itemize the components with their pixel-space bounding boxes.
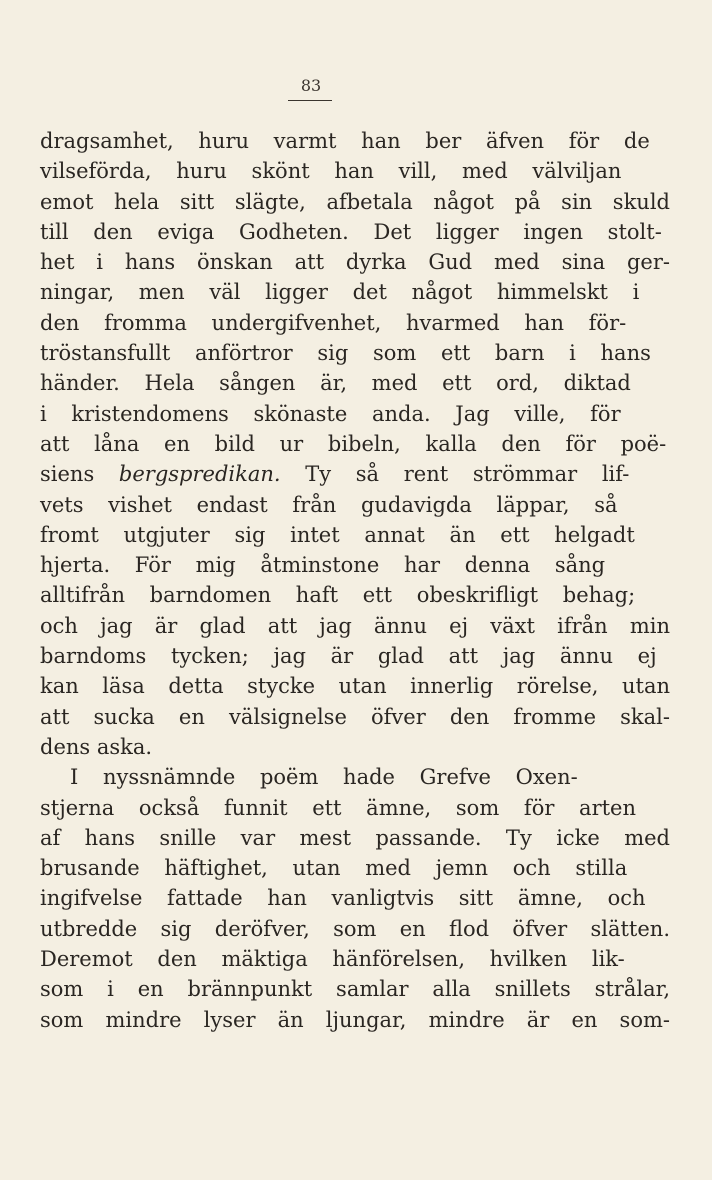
text-line — [40, 217, 670, 247]
text-line — [40, 490, 670, 520]
text-line — [40, 156, 670, 186]
header-rule — [288, 100, 332, 101]
text-line — [40, 702, 670, 732]
text-span: vilseförda, huru skönt han vill, med välviljan — [40, 159, 622, 184]
text-span: stjerna också funnit ett ämne, som för arten — [40, 795, 636, 820]
text-line — [40, 883, 670, 913]
text-span: tröstansfullt anförtror sig som ett barn i hans — [40, 341, 651, 366]
text-span: Ty så rent strömmar lif- — [280, 462, 630, 487]
text-span: i kristendomens skönaste anda. Jag ville, för — [40, 401, 621, 426]
text-span: hjerta. För mig åtminstone har denna sång — [40, 553, 606, 578]
text-span: af hans snille var mest passande. Ty icke med — [40, 825, 670, 850]
text-line — [40, 247, 670, 277]
text-line — [40, 550, 670, 580]
text-line — [40, 793, 670, 823]
text-span: händer. Hela sången är, med ett ord, diktad — [40, 371, 631, 396]
text-line — [40, 126, 670, 156]
text-line — [40, 853, 670, 883]
text-span: som mindre lyser än ljungar, mindre är en som- — [40, 1007, 670, 1032]
text-line — [40, 338, 670, 368]
page-number: 83 — [300, 76, 322, 95]
text-line — [40, 368, 670, 398]
text-span: att sucka en välsignelse öfver den fromme skal- — [40, 704, 670, 729]
text-span: fromt utgjuter sig intet annat än ett helgadt — [40, 522, 635, 547]
text-span: vets vishet endast från gudavigda läppar, så — [40, 492, 618, 517]
text-span: dragsamhet, huru varmt han ber äfven för de — [40, 129, 650, 153]
text-span: den fromma undergifvenhet, hvarmed han för- — [40, 310, 627, 335]
text-span: utbredde sig deröfver, som en flod öfver slätten. — [40, 916, 670, 941]
text-line — [40, 914, 670, 944]
text-span: siens — [40, 462, 119, 487]
text-line — [40, 762, 670, 792]
text-span: I nyssnämnde poëm hade Grefve Oxen- — [70, 765, 578, 790]
text-line — [40, 823, 670, 853]
text-span: kan läsa detta stycke utan innerlig rörelse, utan — [40, 674, 670, 699]
text-line — [40, 671, 670, 701]
text-span: ingifvelse fattade han vanligtvis sitt ämne, och — [40, 886, 646, 911]
text-span: ningar, men väl ligger det något himmelskt i — [40, 280, 640, 305]
text-span: och jag är glad att jag ännu ej växt ifrån min — [40, 613, 670, 638]
text-line — [40, 187, 670, 217]
text-span: som i en brännpunkt samlar alla snillets strålar, — [40, 977, 670, 1002]
text-span: alltifrån barndomen haft ett obeskrifligt behag; — [40, 583, 636, 608]
text-line — [40, 732, 670, 762]
italic-text: bergspredikan. — [118, 462, 281, 487]
text-line — [40, 944, 670, 974]
text-span: Deremot den mäktiga hänförelsen, hvilken lik- — [40, 947, 625, 972]
text-line — [40, 580, 670, 610]
text-line — [40, 399, 670, 429]
text-span: brusande häftighet, utan med jemn och stilla — [40, 856, 628, 881]
text-span: att låna en bild ur bibeln, kalla den för poë- — [40, 431, 667, 456]
text-line — [40, 520, 670, 550]
text-line — [40, 429, 670, 459]
text-line — [40, 1005, 670, 1035]
text-span: dens aska. — [40, 734, 153, 759]
text-span: emot hela sitt slägte, afbetala något på sin skuld — [40, 189, 670, 214]
text-line — [40, 459, 670, 489]
text-line — [40, 277, 670, 307]
text-line — [40, 308, 670, 338]
text-span: till den eviga Godheten. Det ligger ingen stolt- — [40, 219, 662, 244]
text-span: het i hans önskan att dyrka Gud med sina ger- — [40, 250, 670, 275]
text-span: barndoms tycken; jag är glad att jag ännu ej — [40, 644, 657, 669]
text-line — [40, 641, 670, 671]
text-line — [40, 611, 670, 641]
text-line — [40, 974, 670, 1004]
body-text — [40, 126, 670, 1035]
